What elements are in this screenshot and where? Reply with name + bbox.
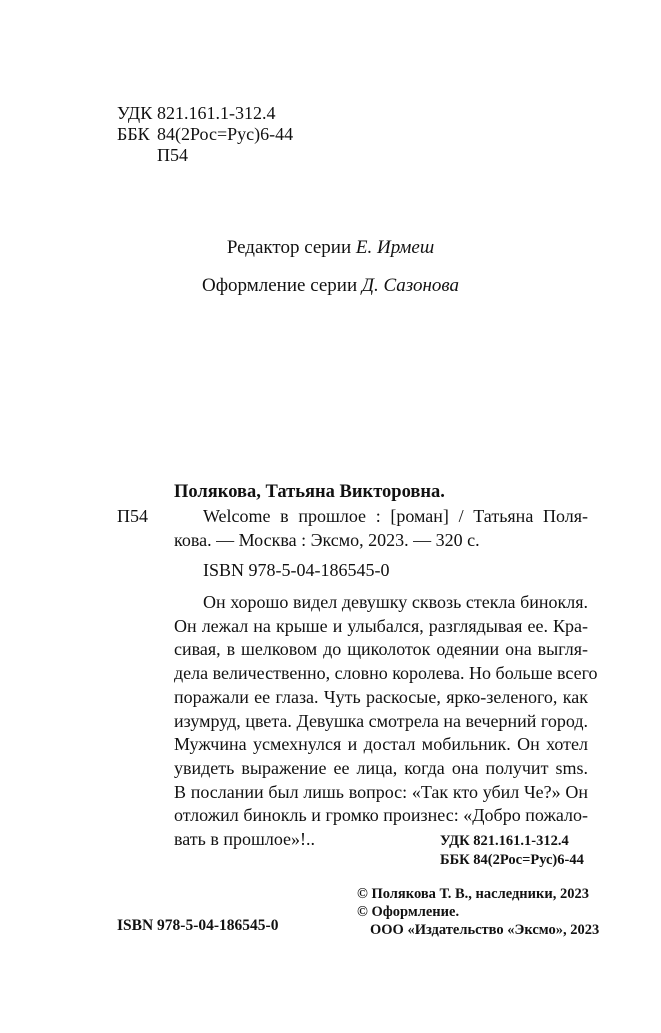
footer-isbn: ISBN 978-5-04-186545-0	[117, 917, 279, 934]
bbk-label: ББК	[117, 124, 150, 144]
annotation-line: отложил бинокль и громко произнес: «Добро пожало-	[174, 805, 588, 826]
series-editor-credit	[0, 236, 661, 260]
author-heading: Полякова, Татьяна Викторовна.	[174, 482, 445, 502]
annotation-line: Мужчина усмехнулся и достал мобильник. Он хотел	[174, 734, 588, 755]
series-design-credit	[0, 274, 661, 298]
author-mark-top: П54	[157, 145, 188, 165]
bbk-value: 84(2Рос=Рус)6-44	[157, 124, 294, 144]
author-mark: П54	[117, 506, 148, 526]
copyright-line-3: ООО «Издательство «Эксмо», 2023	[370, 922, 600, 938]
bbk-top	[117, 124, 293, 145]
annotation-line: дела величественно, словно королева. Но больше всего	[174, 663, 598, 684]
description-line-1: Welcome в прошлое : [роман] / Татьяна Поля-	[203, 506, 588, 526]
annotation-line: поражали ее глаза. Чуть раскосые, ярко-зеленого, как	[174, 686, 588, 707]
annotation-line: сивая, в шелковом до щиколоток одеянии она выгля-	[174, 639, 588, 660]
series-design-label: Оформление серии	[202, 275, 358, 296]
annotation-line: изумруд, цвета. Девушка смотрела на вечерний город.	[174, 710, 588, 731]
annotation-line: увидеть выражение ее лица, когда она получит sms.	[174, 757, 588, 778]
bibliographic-description	[174, 505, 588, 552]
series-editor-label: Редактор серии	[226, 237, 352, 258]
copyright-line-2: © Оформление.	[357, 904, 460, 920]
description-line-2: кова. — Москва : Эксмо, 2023. — 320 с.	[174, 529, 480, 550]
udk-value: 821.161.1-312.4	[157, 103, 276, 123]
udk-top	[117, 103, 276, 124]
annotation-line: Он хорошо видел девушку сквозь стекла бинокля.	[203, 592, 588, 612]
isbn-record: ISBN 978-5-04-186545-0	[203, 560, 390, 580]
annotation-paragraph	[174, 591, 598, 852]
annotation-line: В послании был лишь вопрос: «Так кто убил Че?» Он	[174, 781, 588, 802]
annotation-line: Он лежал на крыше и улыбался, разглядывая ее. Кра-	[174, 615, 588, 636]
copyright-line-1: © Полякова Т. В., наследники, 2023	[357, 886, 589, 902]
series-editor-name: Е. Ирмеш	[355, 237, 435, 258]
udk-bottom: УДК 821.161.1-312.4	[440, 833, 569, 849]
series-design-name: Д. Сазонова	[361, 275, 459, 296]
annotation-line: вать в прошлое»!..	[174, 829, 316, 850]
bbk-bottom: ББК 84(2Рос=Рус)6-44	[440, 852, 584, 868]
udk-label: УДК	[117, 103, 153, 123]
